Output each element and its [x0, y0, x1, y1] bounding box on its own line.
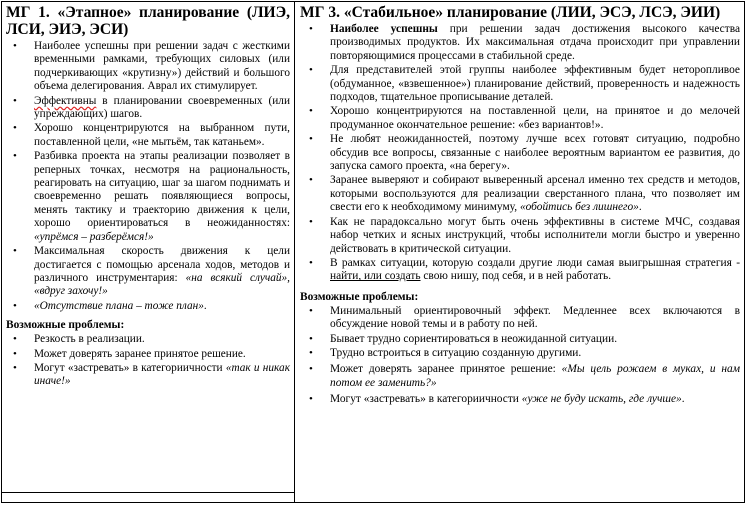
list-item: • Не любят неожиданностей, поэтому лучше всех готовят ситуацию, подробно обсудив все вопросы, связанные с наиболее вероятным вариантом ее развития, до запуска самого проекта, «на берегу». [300, 133, 740, 173]
list-item: • Может доверять заранее принятое решение. [6, 348, 290, 361]
list-item: • Могут «застревать» в категориичности «так и никак иначе!» [6, 362, 290, 389]
list-item: • Разбивка проекта на этапы реализации позволяет в реперных точках, несмотря на рациональность, реагировать на ситуацию, шаг за шагом поднимать и своевременно решать появляющиеся вопросы, менять тактику и траекторию движения к цели, хорошо ориентироваться в неожиданностях: «упрёмся – разберёмся!» [6, 150, 290, 244]
row-divider [2, 492, 294, 493]
right-items-list [300, 23, 740, 284]
list-item: • Как не парадоксально могут быть очень эффективны в системе МЧС, создавая набор четких и ясных инструкций, чтобы исполнители могли быстро и уверенно действовать в критической ситуации. [300, 216, 740, 256]
right-problems-list [300, 305, 740, 407]
list-item: • Минимальный ориентировочный эффект. Медленнее всех включаются в обсуждение новой темы и в работу по ней. [300, 305, 740, 332]
right-column [300, 4, 740, 407]
right-problems-title: Возможные проблемы: [300, 290, 419, 303]
list-item: • Резкость в реализации. [6, 333, 290, 346]
list-item: • Наиболее успешны при решении задач достижения высокого качества производимых продуктов. Их максимальная отдача происходит при управлении повторяющимися процессами в стабильной среде. [300, 23, 740, 63]
list-item: • Эффективны в планировании своевременных (или упреждающих) шагов. [6, 95, 290, 122]
left-column-title: МГ 1. «Этапное» планирование (ЛИЭ, ЛСИ, ЭИЭ, ЭСИ) [6, 4, 290, 38]
list-item: • Для представителей этой группы наиболее эффективным будет неторопливое (обдуманное, «взвешенное») планирование действий, проверенность и надежность подходов, тщательное прописывание деталей. [300, 64, 740, 104]
list-item: • Наиболее успешны при решении задач с жесткими временными рамками, требующих силовых (или подчеркивающих «крутизну») действий и большого объема делегирования. Аврал их стимулирует. [6, 40, 290, 94]
comparison-table [1, 1, 745, 503]
list-item: • Трудно встроиться в ситуацию созданную другими. [300, 347, 740, 360]
column-divider [294, 2, 295, 502]
list-item: • Могут «застревать» в категориичности «уже не буду искать, где лучше». [300, 393, 740, 406]
left-items-list [6, 40, 290, 313]
list-item: • Хорошо концентрируются на выбранном пути, поставленной цели, «не мытьём, так катаньем». [6, 122, 290, 149]
list-item: • Хорошо концентрируются на поставленной цели, на принятое и до мелочей продуманное окончательное решение: «без вариантов!». [300, 105, 740, 132]
list-item: • Заранее выверяют и собирают выверенный арсенал именно тех средств и методов, которыми воспользуются для реализации сверстанного плана, что позволяет им свести его к необходимому минимуму, «обойтись без лишнего». [300, 174, 740, 214]
list-item: • «Отсутствие плана – тоже план». [6, 300, 290, 313]
left-column [6, 4, 290, 389]
list-item: • Может доверять заранее принятое решение: «Мы цель рожаем в муках, и нам потом ее заменить?» [300, 363, 740, 390]
left-problems-list [6, 333, 290, 389]
list-item: • Бывает трудно сориентироваться в неожиданной ситуации. [300, 333, 740, 346]
left-problems-title: Возможные проблемы: [6, 319, 125, 332]
right-column-title: МГ 3. «Стабильное» планирование (ЛИИ, ЭСЭ, ЛСЭ, ЭИИ) [300, 4, 721, 21]
list-item: • В рамках ситуации, которую создали другие люди самая выигрышная стратегия - найти, или создать свою нишу, под себя, и в ней работать. [300, 257, 740, 284]
list-item: • Максимальная скорость движения к цели достигается с помощью арсенала ходов, методов и различного инструментария: «на всякий случай», «вдруг захочу!» [6, 245, 290, 299]
